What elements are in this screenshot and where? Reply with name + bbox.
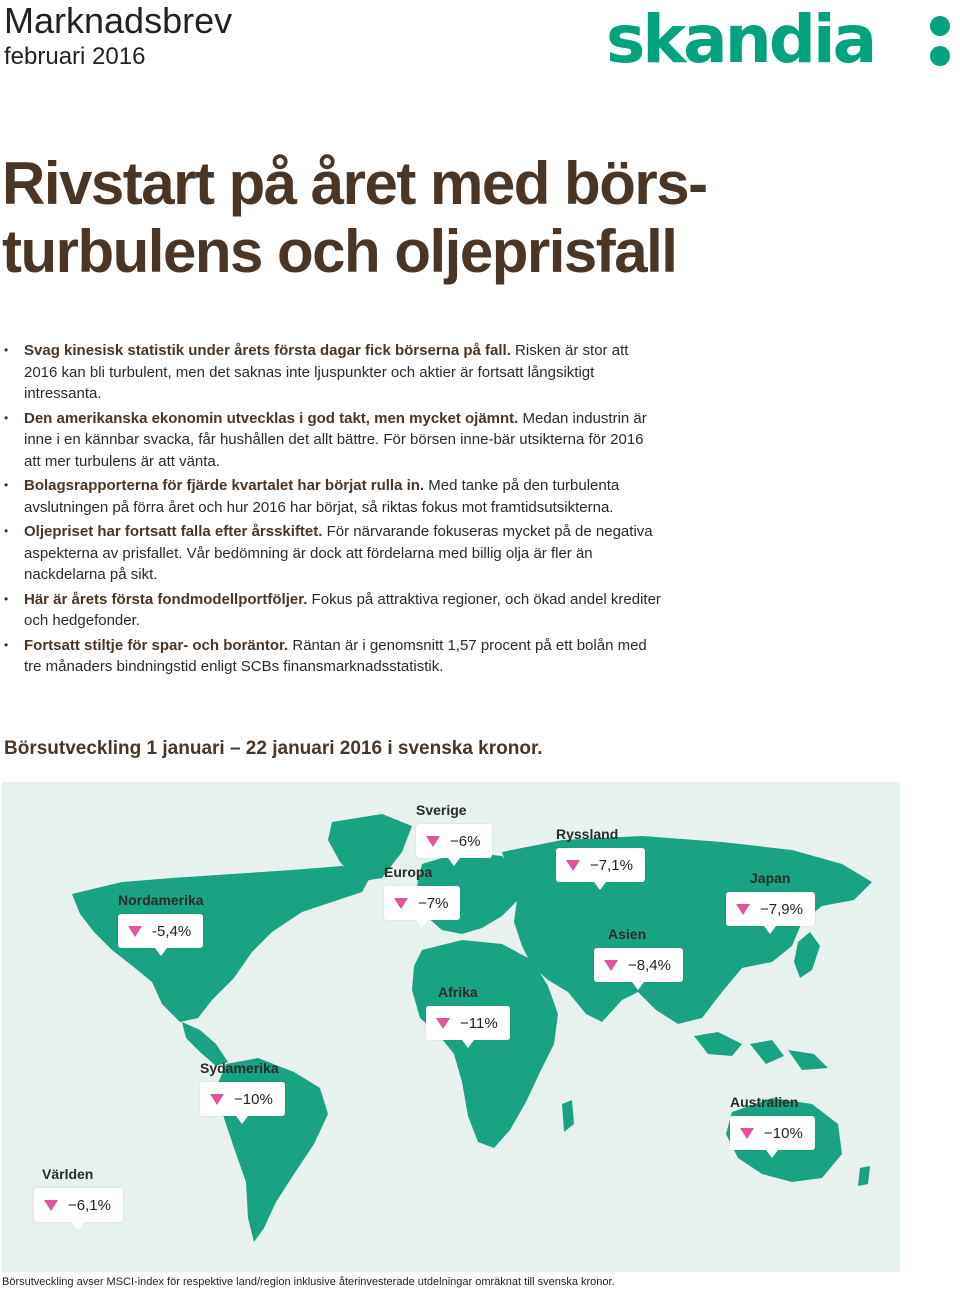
region-name: Europa (384, 864, 433, 880)
region-value: −8,4% (628, 956, 671, 974)
bullet-item: • Fortsatt stiltje för spar- och boräntor. Räntan är i genomsnitt 1,57 procent på ett bolån med tre månaders bindningstid enligt SCBs finansmarknadsstatistik. (4, 635, 664, 678)
region-value: −6,1% (68, 1196, 111, 1214)
region-value: −7,1% (590, 856, 633, 874)
region-value: -5,4% (152, 922, 192, 940)
region-value-box (416, 824, 492, 858)
region-value: −6% (450, 832, 481, 850)
map-section-title: Börsutveckling 1 januari – 22 januari 2016 i svenska kronor. (4, 738, 543, 759)
region-name: Japan (750, 870, 791, 886)
headline (2, 150, 902, 286)
region-name: Sydamerika (200, 1060, 279, 1076)
down-triangle-icon (736, 904, 750, 915)
region-value-box (34, 1188, 123, 1222)
region-value-box (726, 892, 815, 926)
region-name: Sverige (416, 802, 467, 818)
region-name: Australien (730, 1094, 799, 1110)
headline-line-1: Rivstart på året med börs- (2, 150, 707, 217)
bullet-item: • Den amerikanska ekonomin utvecklas i god takt, men mycket ojämnt. Medan industrin är inne i en kännbar svacka, får hushållen det allt bättre. För börsen inne-bär utsikterna för 2016 att mer turbulens är att vänta. (4, 408, 664, 473)
down-triangle-icon (604, 960, 618, 971)
region-value: −10% (234, 1090, 273, 1108)
bullet-item: • Här är årets första fondmodellportföljer. Fokus på attraktiva regioner, och ökad andel krediter och hedgefonder. (4, 589, 664, 632)
newsletter-title: Marknadsbrev (4, 0, 233, 41)
down-triangle-icon (436, 1018, 450, 1029)
region-value-box (730, 1116, 815, 1150)
down-triangle-icon (128, 926, 142, 937)
skandia-logo (604, 4, 956, 74)
region-value: −10% (764, 1124, 803, 1142)
bullet-item: • Svag kinesisk statistik under årets första dagar fick börserna på fall. Risken är stor att 2016 kan bli turbulent, men det saknas inte ljuspunkter och aktier är fortsatt långsiktigt intressanta. (4, 340, 664, 405)
logo-wordmark: skandia (606, 4, 875, 74)
headline-line-2: turbulens och oljeprisfall (2, 218, 677, 285)
region-value: −7,9% (760, 900, 803, 918)
region-value-box (384, 886, 460, 920)
region-value-box (200, 1082, 285, 1116)
down-triangle-icon (210, 1094, 224, 1105)
bullet-item: • Bolagsrapporterna för fjärde kvartalet har börjat rulla in. Med tanke på den turbulenta avslutningen på förra året och hur 2016 har börjat, så riktas fokus mot framtidsutsikterna. (4, 475, 664, 518)
down-triangle-icon (566, 860, 580, 871)
region-name: Nordamerika (118, 892, 204, 908)
region-value-box (118, 914, 203, 948)
map-footnote: Börsutveckling avser MSCI-index för respektive land/region inklusive återinvesterade utdelningar omräknat till svenska kronor. (2, 1276, 615, 1288)
down-triangle-icon (44, 1200, 58, 1211)
region-name: Världen (42, 1166, 94, 1182)
region-name: Afrika (438, 984, 478, 1000)
down-triangle-icon (426, 836, 440, 847)
bullet-item: • Oljepriset har fortsatt falla efter årsskiftet. För närvarande fokuseras mycket på de negativa aspekterna av prisfallet. Vår bedömning är dock att fördelarna med billig olja är fler än nackdelarna på sikt. (4, 521, 664, 586)
region-value: −11% (460, 1014, 498, 1032)
newsletter-date: februari 2016 (4, 43, 146, 70)
region-value-box (556, 848, 645, 882)
region-value-box (426, 1006, 510, 1040)
down-triangle-icon (394, 898, 408, 909)
down-triangle-icon (740, 1128, 754, 1139)
region-name: Asien (608, 926, 647, 942)
world-map (2, 782, 900, 1272)
region-value-box (594, 948, 683, 982)
region-name: Ryssland (556, 826, 619, 842)
summary-bullets (4, 340, 664, 681)
region-value: −7% (418, 894, 449, 912)
